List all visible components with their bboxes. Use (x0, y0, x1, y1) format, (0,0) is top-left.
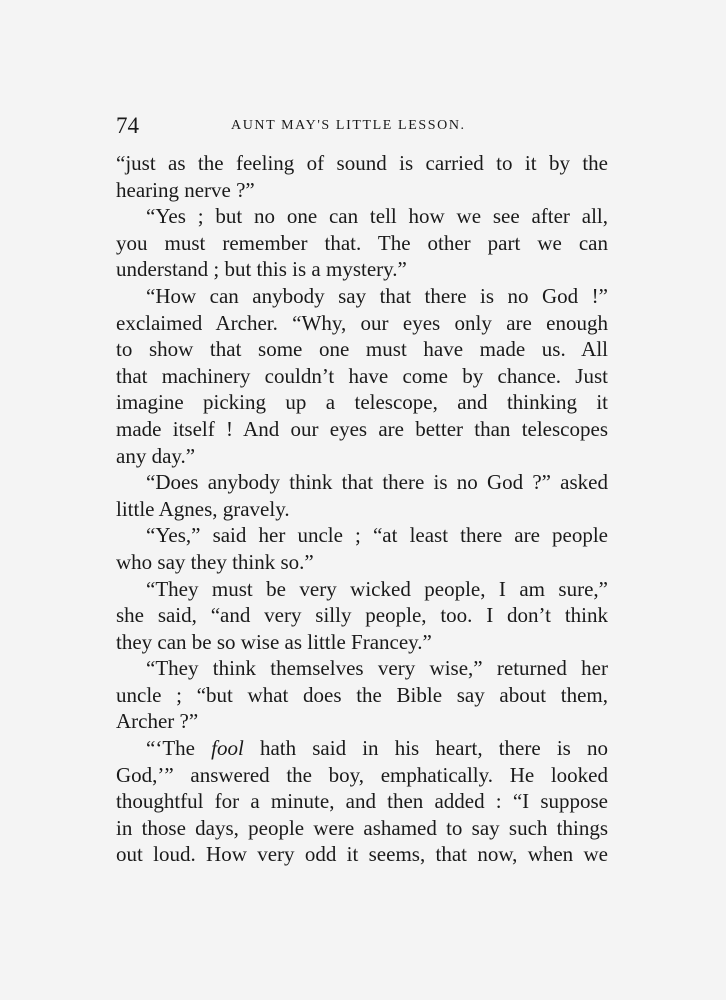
text-line: “Yes,” said her uncle ; “at least there are people (146, 523, 608, 548)
text-line: they can be so wise as little Francey.” (116, 629, 432, 654)
text-line: “just as the feeling of sound is carried to it by the (116, 151, 608, 175)
text-line: Archer ?” (116, 709, 199, 734)
body-text (116, 150, 608, 868)
text-line: exclaimed Archer. “Why, our eyes only are enough (116, 310, 608, 335)
text-line: out loud. How very odd it seems, that now, when we (116, 842, 608, 867)
text-line: “They must be very wicked people, I am sure,” (146, 576, 608, 601)
running-head: AUNT MAY'S LITTLE LESSON. (231, 118, 466, 133)
page-number: 74 (116, 113, 139, 138)
text-line: uncle ; “but what does the Bible say about them, (116, 682, 608, 707)
text-line: “Yes ; but no one can tell how we see after all, (146, 204, 608, 229)
text-line: understand ; but this is a mystery.” (116, 257, 407, 282)
text-line: “‘The fool hath said in his heart, there is no (146, 736, 608, 761)
italic-word: fool (211, 736, 244, 761)
text-line: in those days, people were ashamed to say such things (116, 815, 608, 840)
text-line: little Agnes, gravely. (116, 496, 290, 521)
text-line: God,’” answered the boy, emphatically. He looked (116, 762, 608, 787)
text-line: “They think themselves very wise,” returned her (146, 656, 608, 681)
text-line: any day.” (116, 443, 196, 468)
text-line: imagine picking up a telescope, and thinking it (116, 390, 608, 415)
text-line: made itself ! And our eyes are better than telescopes (116, 416, 608, 441)
text-line: thoughtful for a minute, and then added : “I suppose (116, 789, 608, 814)
text-line: “How can anybody say that there is no God !” (146, 283, 608, 308)
text-line: hearing nerve ?” (116, 177, 255, 202)
page-header (116, 112, 606, 142)
text-line: to show that some one must have made us. All (116, 337, 608, 362)
text-line: that machinery couldn’t have come by chance. Just (116, 363, 608, 388)
text-line: she said, “and very silly people, too. I don’t think (116, 603, 608, 628)
text-line: “Does anybody think that there is no God ?” asked (146, 470, 608, 495)
text-line: you must remember that. The other part we can (116, 230, 608, 255)
text-line: who say they think so.” (116, 549, 314, 574)
